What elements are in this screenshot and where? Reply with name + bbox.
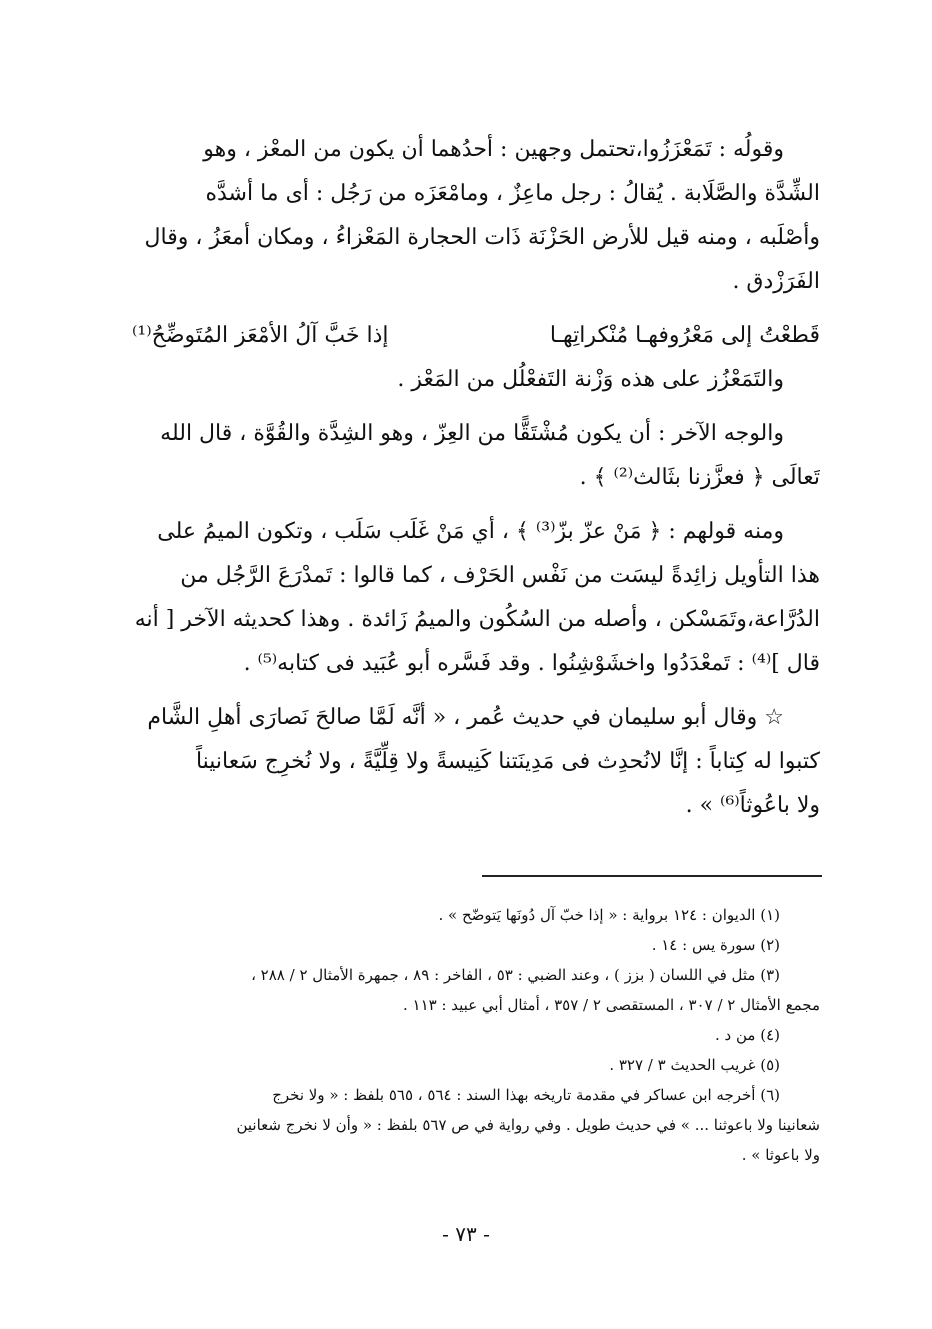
page-number: - ٧٣ -: [442, 1222, 490, 1246]
paragraph-1-line-3: وأصْلَبه ، ومنه قيل للأرض الحَزْنَة ذَات الحجارة المَعْزاءُ ، ومكان أمعَزُ ، وقال: [144, 225, 820, 250]
paragraph-after-verse: والتَمَعْزُز على هذه وَزْنة التَفعْلُل من المَعْز .: [397, 367, 784, 392]
paragraph-1-line-2: الشِّدَّة والصَّلَابة . يُقالُ : رجل ماعِزٌ ، ومامْعَزَه من رَجُل : أى ما أشدَّه: [205, 181, 820, 206]
paragraph-4-line-1: ☆ وقال أبو سليمان في حديث عُمر ، « أنَّه لَمَّا صالحَ نَصارَى أهلِ الشَّام: [147, 705, 784, 730]
footnote-6-line-1: (٦) أخرجه ابن عساكر في مقدمة تاريخه بهذا السند : ٥٦٤ ، ٥٦٥ بلفظ : « ولا نخرج: [272, 1086, 780, 1104]
paragraph-2-line-2: تَعالَى ﴿ فعزَّزنا بثَالث⁽²⁾ ﴾ .: [579, 465, 820, 490]
footnote-6-line-3: ولا باعوثا » .: [741, 1146, 820, 1164]
footnote-2: (٢) سورة يس : ١٤ .: [651, 936, 780, 954]
footnote-5: (٥) غريب الحديث ٣ / ٣٢٧ .: [609, 1056, 780, 1074]
footnote-3-line-2: مجمع الأمثال ٢ / ٣٠٧ ، المستقصى ٢ / ٣٥٧ ، أمثال أبي عبيد : ١١٣ .: [402, 996, 820, 1014]
main-text: [132, 128, 820, 828]
paragraph-3-line-1: ومنه قولهم : ﴿ مَنْ عزّ بزّ⁽³⁾ ﴾ ، أي مَنْ غَلَب سَلَب ، وتكون الميمُ على: [157, 519, 784, 544]
verse-first-hemistich: قَطعْتُ إلى مَعْرُوفهـا مُنْكراتِهـا: [549, 323, 820, 348]
paragraph-4-line-2: كتبوا له كِتاباً : إنَّا لانُحدِث فى مَدِينَتنا كَنِيسةً ولا قِلِّيَّةً ، ولا نُخرِج سَعانيناً: [195, 749, 820, 774]
footnote-1: (١) الديوان : ١٢٤ برواية : « إذا خبّ آل دُونَها يَتوضّح » .: [438, 906, 780, 924]
footnote-divider: [482, 875, 822, 877]
footnote-3-line-1: (٣) مثل في اللسان ( بزز ) ، وعند الضبي : ٥٣ ، الفاخر : ٨٩ ، جمهرة الأمثال ٢ / ٢٨٨ ،: [251, 966, 780, 984]
paragraph-3-line-2: هذا التأويل زائِدةً ليسَت من نَفْس الحَرْف ، كما قالوا : تَمدْرَعَ الرَّجُل من: [180, 563, 820, 588]
paragraph-3-line-4: قال ]⁽⁴⁾ : تَمعْدَدُوا واخشَوْشِنُوا . وقد فَسَّره أبو عُبَيد فى كتابه⁽⁵⁾ .: [243, 651, 820, 676]
footnotes: [140, 900, 820, 1170]
poetry-verse: [132, 314, 820, 358]
paragraph-3-line-3: الدُرَّاعة،وتَمَسْكن ، وأصله من السُكُون والميمُ زَائدة . وهذا كحديثه الآخر [ أنه: [134, 607, 820, 632]
paragraph-1-line-1: وقولُه : تَمَعْزَزُوا،تحتمل وجهين : أحدُهما أن يكون من المعْز ، وهو: [203, 137, 784, 162]
paragraph-4-line-3: ولا باعُوثاً⁽⁶⁾ » .: [685, 793, 820, 818]
verse-second-hemistich: إذا خَبَّ آلُ الأمْعَز المُتَوضِّحُ⁽¹⁾: [132, 323, 389, 348]
footnote-6-line-2: شعانينا ولا باعوثنا ... » في حديث طويل . وفي رواية في ص ٥٦٧ بلفظ : « وأن لا نخرج شعانين: [236, 1116, 820, 1134]
footnote-4: (٤) من د .: [715, 1026, 780, 1044]
paragraph-2-line-1: والوجه الآخر : أن يكون مُشْتَقًّا من العِزّ ، وهو الشِدَّة والقُوَّة ، قال الله: [160, 421, 784, 446]
paragraph-1-line-4: الفَرَزْدق .: [732, 269, 820, 294]
